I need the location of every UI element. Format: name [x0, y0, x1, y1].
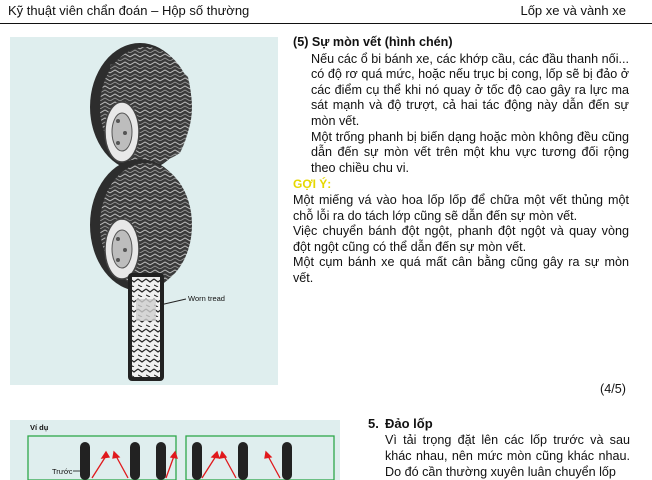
section-5-heading: [368, 416, 630, 432]
tire-wear-text: [293, 35, 629, 287]
section-5-body: Vì tải trọng đặt lên các lốp trước và sau khác nhau, nên mức mòn cũng khác nhau. Do đó cần thường xuyên luân chuyển lốp: [385, 433, 630, 479]
header-divider: [0, 23, 652, 24]
header-right-title: Lốp xe và vành xe: [520, 3, 626, 18]
tire-wear-illustration: [10, 37, 278, 385]
section-paragraph-2: Một trống phanh bị biến dạng hoặc mòn không đều cũng dẫn đến sự mòn vết trên một khu vực tương đối rộng theo chiều chu vi.: [311, 129, 629, 175]
tire-middle-image: [90, 159, 192, 291]
tire-rotation-diagram: [10, 420, 340, 480]
hint-paragraph-3: Một cụm bánh xe quá mất cân bằng cũng gây ra sự mòn vết.: [293, 255, 629, 285]
section-5: [368, 416, 630, 480]
section-title: (5) Sự mòn vết (hình chén): [293, 35, 453, 49]
section-5-title: Đảo lốp: [385, 416, 433, 431]
section-5-number: 5.: [368, 416, 379, 431]
worn-tread-label: Worn tread: [188, 294, 225, 303]
header-left-title: Kỹ thuật viên chẩn đoán – Hộp số thường: [8, 3, 250, 18]
hint-label: GỢI Ý:: [293, 177, 332, 192]
tire-wear-figure-panel: [10, 37, 278, 385]
hint-paragraph-2: Việc chuyển bánh đột ngột, phanh đột ngột và quay vòng đột ngột cũng có thể dẫn đến sự mòn vết.: [293, 224, 629, 254]
tire-top-image: [90, 43, 192, 171]
front-label: Trước: [52, 467, 73, 476]
section-paragraph-1: Nếu các ổ bi bánh xe, các khớp cầu, các đầu thanh nối... có độ rơ quá mức, hoặc nếu trục bị cong, lốp sẽ bị đảo ở các điểm cụ thể khi nó quay ở tốc độ cao gây ra lực ma sát mạnh và độ trượt, cả hai tác động này dẫn đến sự mòn vết.: [311, 51, 629, 128]
example-label: Ví dụ: [30, 423, 49, 432]
tire-rotation-figure-panel: [10, 420, 340, 480]
page-counter: (4/5): [600, 382, 626, 396]
worn-tread-strip-image: [128, 273, 186, 381]
hint-paragraph-1: Một miếng vá vào hoa lốp lốp để chữa một vết thủng một chỗ lỗi ra do tách lớp cũng sẽ dẫn đến sự mòn vết.: [293, 192, 629, 223]
